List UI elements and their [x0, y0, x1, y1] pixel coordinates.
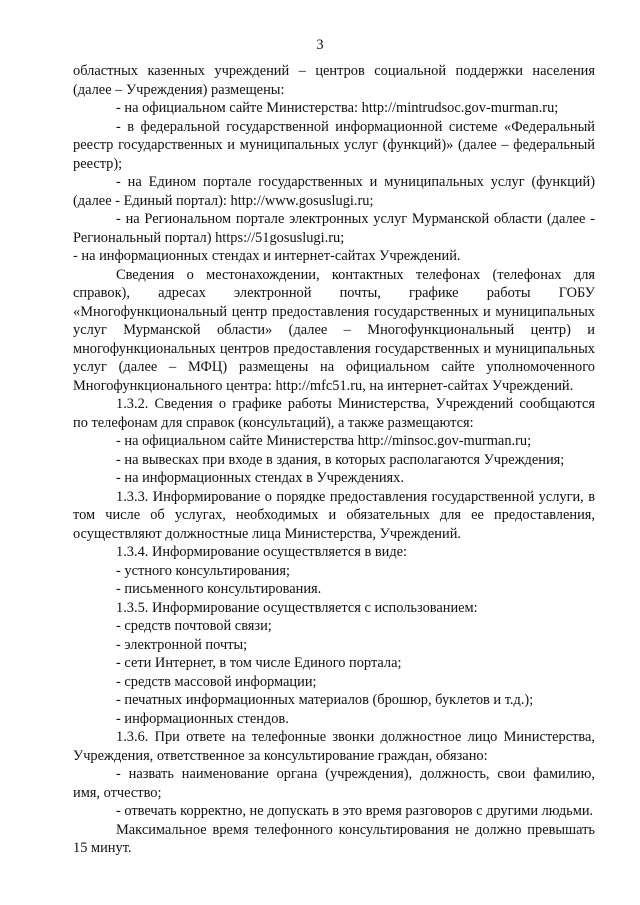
- paragraph: - электронной почты;: [116, 636, 248, 653]
- paragraph: - средств почтовой связи;: [116, 618, 272, 634]
- paragraph: - на информационных стендах и интернет-сайтах Учреждений.: [73, 248, 461, 264]
- paragraph: - письменного консультирования.: [116, 581, 322, 597]
- paragraph: - устного консультирования;: [116, 562, 290, 579]
- paragraph: - на Едином портале государственных и муниципальных услуг (функций) (далее - Единый портал): http://www.gosuslugi.ru;: [73, 174, 595, 209]
- paragraph: 1.3.3. Информирование о порядке предоставления государственной услуги, в том числе об услугах, необходимых и обязательных для ее предоставления, осуществляют должностные лица Министерства, Учреждений.: [73, 488, 595, 542]
- document-body: [73, 62, 595, 858]
- paragraph: - в федеральной государственной информационной системе «Федеральный реестр государственных и муниципальных услуг (функций)» (далее – федеральный реестр);: [73, 118, 595, 172]
- paragraph: 1.3.5. Информирование осуществляется с использованием:: [116, 599, 478, 616]
- paragraph: - на официальном сайте Министерства http://minsoc.gov-murman.ru;: [116, 433, 532, 449]
- paragraph: - на информационных стендах в Учреждениях.: [116, 470, 404, 486]
- paragraph: - на вывесках при входе в здания, в которых располагаются Учреждения;: [116, 451, 565, 468]
- paragraph: - на Региональном портале электронных услуг Мурманской области (далее - Региональный портал) https://51gosuslugi.ru;: [73, 211, 595, 246]
- paragraph: Максимальное время телефонного консультирования не должно превышать 15 минут.: [73, 821, 595, 856]
- paragraph: Сведения о местонахождении, контактных телефонах (телефонах для справок), адресах электронной почты, графике работы ГОБУ «Многофункциональный центр предоставления государственных и муниципальных услуг Мурманской области» (далее – Многофункциональный центр) и многофункциональных центров предоставления государственных и муниципальных услуг (далее – МФЦ) размещены на официальном сайте уполномоченного Многофункционального центра: http://mfc51.ru, на интернет-сайтах Учреждений.: [73, 266, 595, 394]
- paragraph: 1.3.6. При ответе на телефонные звонки должностное лицо Министерства, Учреждения, ответственное за консультирование граждан, обязано:: [73, 729, 595, 764]
- paragraph: - на официальном сайте Министерства: http://mintrudsoc.gov-murman.ru;: [116, 100, 559, 116]
- paragraph: 1.3.4. Информирование осуществляется в виде:: [116, 544, 408, 560]
- paragraph: - сети Интернет, в том числе Единого портала;: [116, 655, 402, 671]
- paragraph: - отвечать корректно, не допускать в это время разговоров с другими людьми.: [116, 803, 594, 819]
- paragraph: - печатных информационных материалов (брошюр, буклетов и т.д.);: [116, 692, 534, 708]
- paragraph: областных казенных учреждений – центров социальной поддержки населения (далее – Учреждения) размещены:: [73, 63, 595, 98]
- paragraph: - информационных стендов.: [116, 710, 289, 727]
- paragraph: - средств массовой информации;: [116, 673, 317, 690]
- page-number: 3: [316, 37, 324, 53]
- paragraph: - назвать наименование органа (учреждения), должность, свои фамилию, имя, отчество;: [73, 766, 595, 801]
- paragraph: 1.3.2. Сведения о графике работы Министерства, Учреждений сообщаются по телефонам для справок (консультаций), а также размещаются:: [73, 396, 595, 431]
